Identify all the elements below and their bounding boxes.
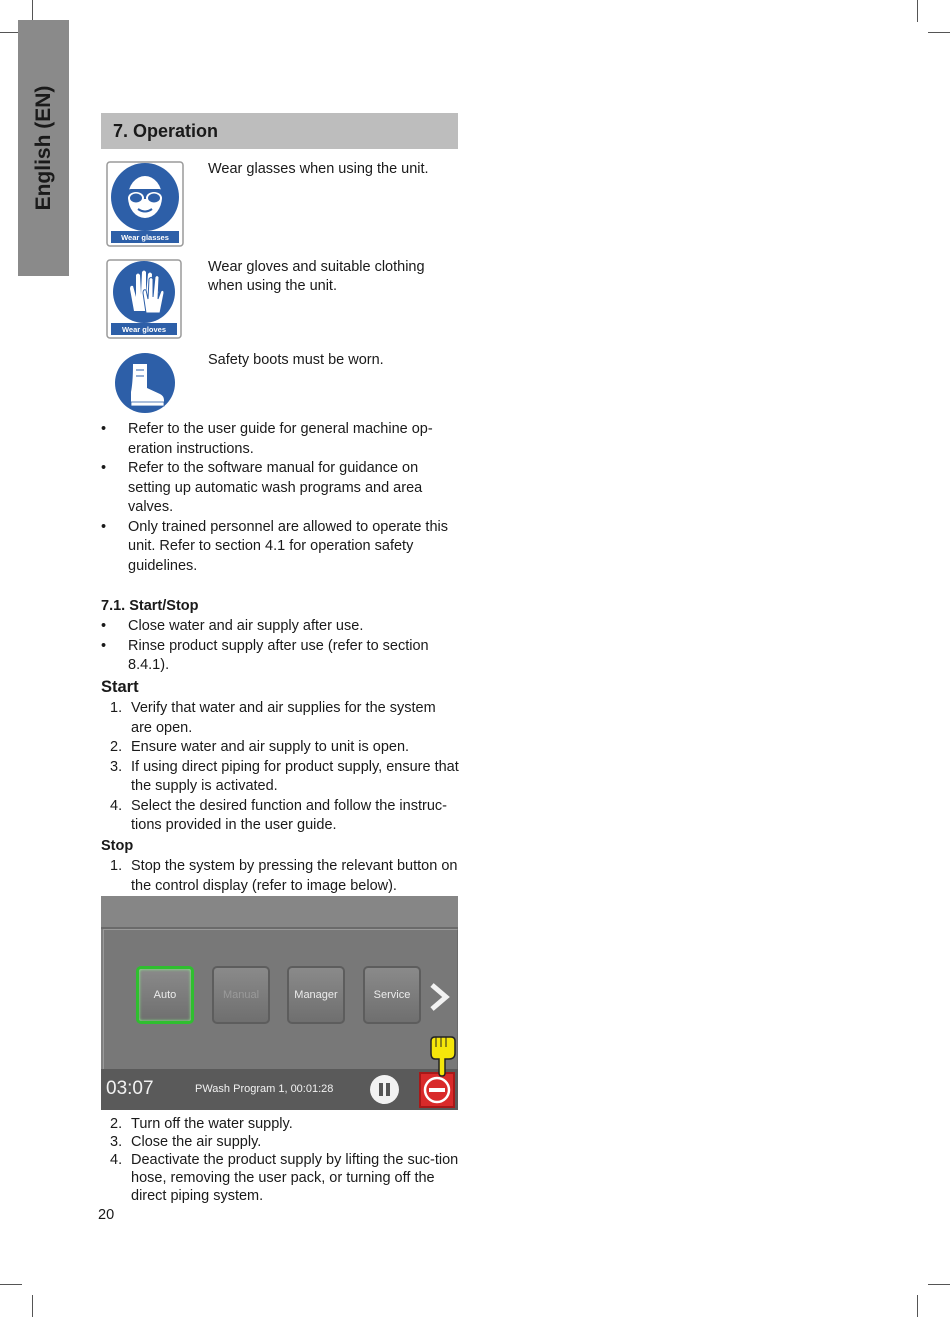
start-stop-bullet-list — [101, 617, 458, 676]
list-item: 4. Select the desired function and follow the instruc-tions provided in the user guide. — [110, 797, 447, 833]
wear-gloves-sign-icon — [106, 259, 182, 339]
status-bar — [101, 1069, 458, 1110]
wear-glasses-sign-label: Wear glasses — [121, 233, 169, 242]
crop-mark — [928, 1284, 950, 1285]
stop-icon — [421, 1074, 453, 1106]
list-item: • Refer to the software manual for guidance on setting up automatic wash programs and area valves. — [101, 459, 458, 518]
list-item: • Close water and air supply after use. — [101, 617, 458, 637]
crop-mark — [0, 1284, 22, 1285]
crop-mark — [32, 1295, 33, 1317]
list-item: • Only trained personnel are allowed to operate this unit. Refer to section 4.1 for operation safety guidelines. — [101, 518, 458, 577]
crop-mark — [928, 32, 950, 33]
program-readout: PWash Program 1, 00:01:28 — [195, 1083, 334, 1095]
list-item: • Refer to the user guide for general machine op-eration instructions. — [101, 420, 458, 459]
subsection-title: 7.1. Start/Stop — [101, 598, 199, 614]
service-button[interactable]: Service — [363, 966, 421, 1024]
stop-button[interactable] — [419, 1072, 455, 1108]
auto-button[interactable]: Auto — [136, 966, 194, 1024]
stop-steps-list-continued — [101, 1115, 459, 1205]
manager-button[interactable]: Manager — [287, 966, 345, 1024]
wear-glasses-sign-icon — [106, 161, 184, 247]
wear-gloves-sign-label: Wear gloves — [121, 325, 167, 334]
language-label: English (EN) — [31, 85, 55, 211]
list-item: 4. Deactivate the product supply by lifting the suc-tion hose, removing the user pack, or turning off the direct piping system. — [110, 1152, 459, 1204]
chevron-right-icon[interactable] — [428, 982, 452, 1012]
crop-mark — [917, 1295, 918, 1317]
display-top-band — [101, 896, 458, 929]
pointing-hand-icon — [427, 1035, 457, 1077]
section-title: 7. Operation — [101, 113, 458, 149]
page-number: 20 — [98, 1207, 115, 1223]
list-item: 3. Close the air supply. — [110, 1134, 262, 1150]
stop-steps-list — [101, 857, 459, 896]
stop-heading: Stop — [101, 838, 134, 854]
list-item: 2. Ensure water and air supply to unit is open. — [110, 739, 410, 755]
list-item: 1. Stop the system by pressing the relevant button on the control display (refer to image below). — [110, 858, 458, 894]
manual-button[interactable]: Manual — [212, 966, 270, 1024]
sign-text-glasses: Wear glasses when using the unit. — [208, 161, 429, 177]
start-heading: Start — [101, 678, 139, 696]
start-steps-list — [101, 699, 459, 836]
sign-text-gloves: Wear gloves and suitable clothing when using the unit. — [208, 259, 425, 294]
sign-text-boots: Safety boots must be worn. — [208, 352, 384, 368]
list-item: 3. If using direct piping for product supply, ensure that the supply is activated. — [110, 758, 459, 794]
list-item: • Rinse product supply after use (refer to section 8.4.1). — [101, 637, 458, 676]
list-item: 2. Turn off the water supply. — [110, 1116, 293, 1132]
pause-icon[interactable] — [370, 1075, 399, 1104]
language-side-tab — [18, 20, 69, 276]
control-display — [101, 896, 458, 1110]
clock-readout: 03:07 — [106, 1078, 154, 1099]
list-item: 1. Verify that water and air supplies for the system are open. — [110, 700, 436, 736]
intro-bullet-list — [101, 420, 458, 576]
safety-boots-sign-icon — [114, 352, 176, 414]
crop-mark — [917, 0, 918, 22]
